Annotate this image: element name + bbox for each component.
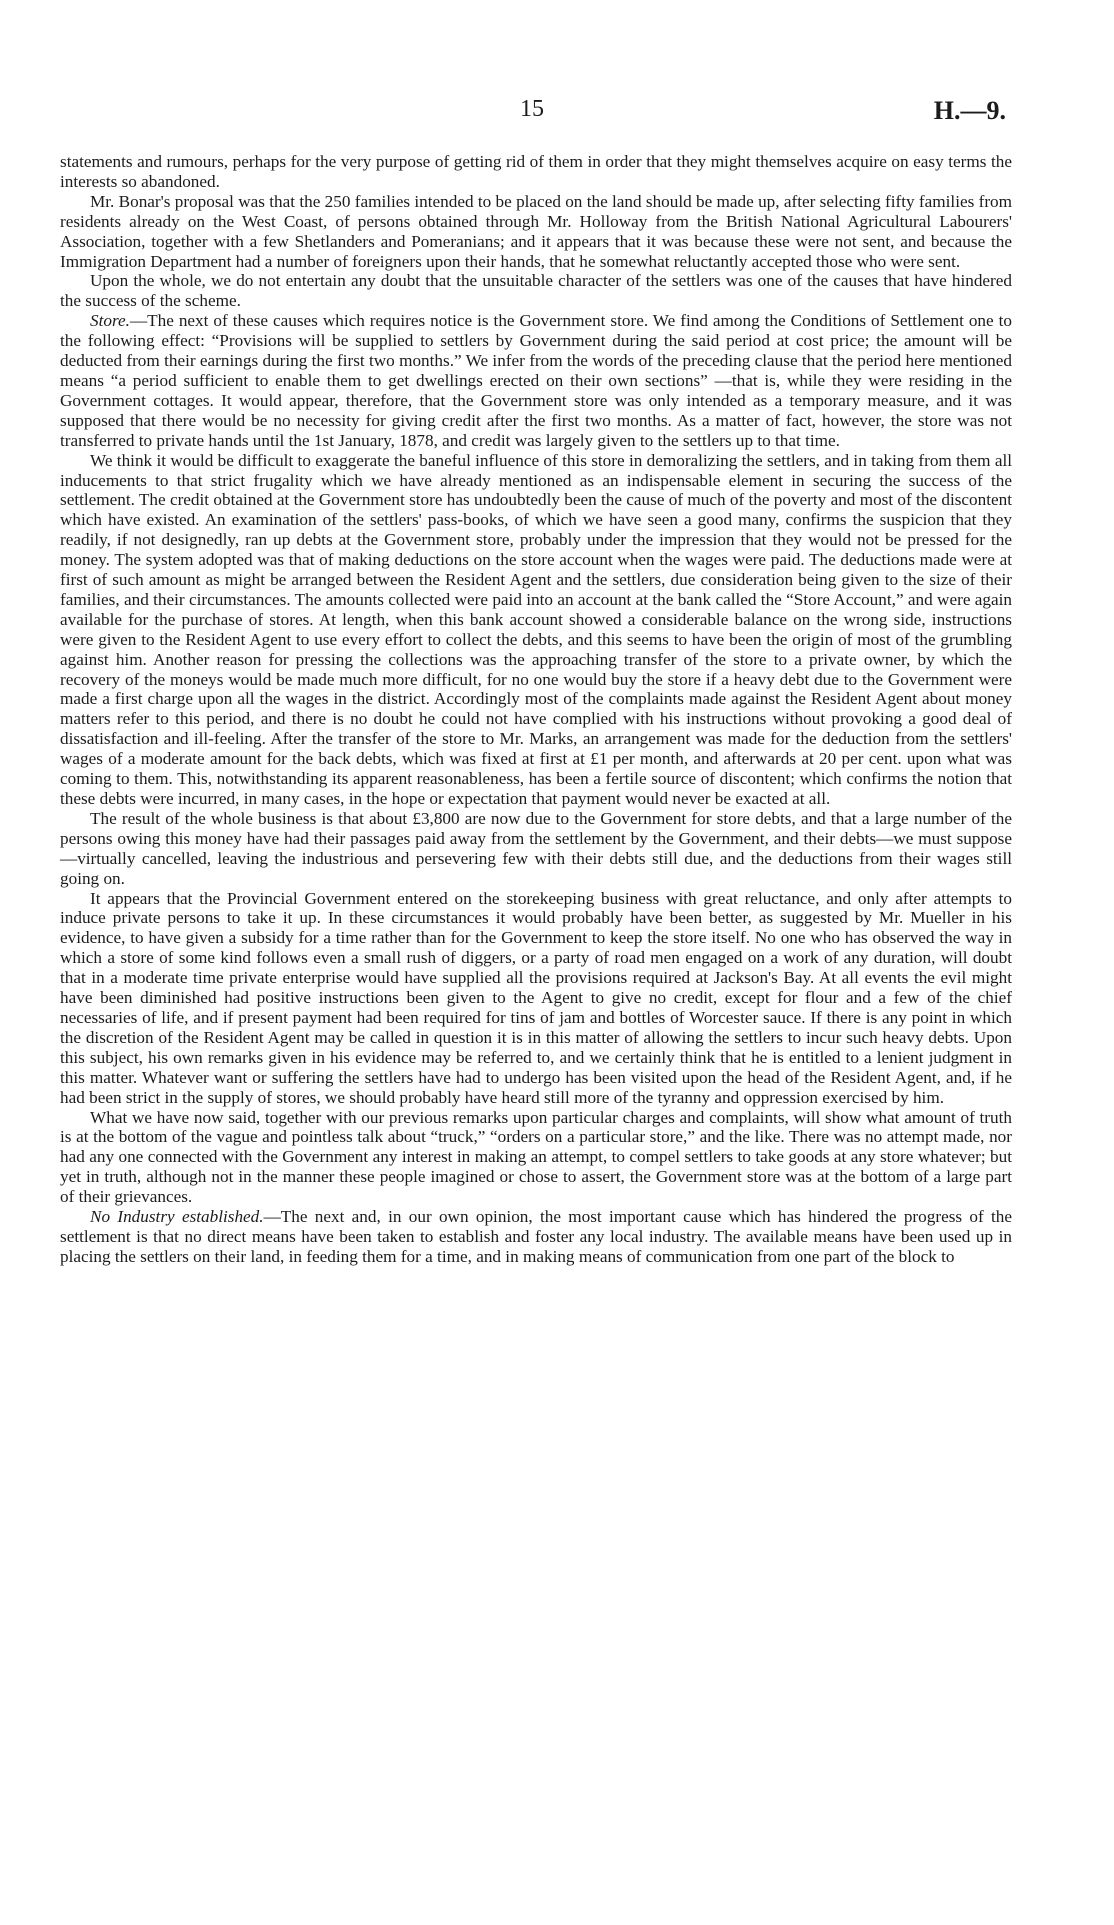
paragraph-text: —The next and, in our own opinion, the most important cause which has hindered the progress of the settlement is that no direct means have been taken to establish and foster any local industry. The available means have been used up in placing the settlers on their land, in feeding them for a time, and in making means of communication from one part of the block to bbox=[60, 1207, 1012, 1266]
section-heading: No Industry established. bbox=[90, 1207, 264, 1227]
paragraph bbox=[60, 889, 1012, 1108]
paragraph-text: —The next of these causes which requires notice is the Government store. We find among the Conditions of Settlement one to the following effect: “Provisions will be supplied to settlers by Government during the said period at cost price; the amount will be deducted from their earnings during the first two months.” We infer from the words of the preceding clause that the period here mentioned means “a period sufficient to enable them to get dwellings erected on their own sections” —that is, while they were residing in the Government cottages. It would appear, therefore, that the Government store was only intended as a temporary measure, and it was supposed that there would be no necessity for giving credit after the first two months. As a matter of fact, however, the store was not transferred to private hands until the 1st January, 1878, and credit was largely given to the settlers up to that time. bbox=[60, 311, 1012, 450]
paragraph-text: We think it would be difficult to exaggerate the baneful influence of this store in demoralizing the settlers, and in taking from them all inducements to that strict frugality which we have already mentioned as an indispensable element in securing the success of the settlement. The credit obtained at the Government store has undoubtedly been the cause of much of the poverty and most of the discontent which have existed. An examination of the settlers' pass-books, of which we have seen a good many, confirms the suspicion that they readily, if not designedly, ran up debts at the Government store, probably under the impression that they would not be pressed for the money. The system adopted was that of making deductions on the store account when the wages were paid. The deductions made were at first of such amount as might be arranged between the Resident Agent and the settlers, due consideration being given to the size of their families, and their circumstances. The amounts collected were paid into an account at the bank called the “Store Account,” and were again available for the purchase of stores. At length, when this bank account showed a considerable balance on the wrong side, instructions were given to the Resident Agent to use every effort to collect the debts, and this seems to have been the origin of most of the grumbling against him. Another reason for pressing the collections was the approaching transfer of the store to a private owner, by which the recovery of the moneys would be made much more difficult, for no one would buy the store if a heavy debt due to the Government were made a first charge upon all the wages in the district. Accordingly most of the complaints made against the Resident Agent about money matters refer to this period, and there is no doubt he could not have complied with his instructions without provoking a good deal of dissatisfaction and ill-feeling. After the transfer of the store to Mr. Marks, an arrangement was made for the deduction from the settlers' wages of a moderate amount for the back debts, which was fixed at first at £1 per month, and afterwards at 20 per cent. upon what was coming to them. This, notwithstanding its apparent reasonableness, has been a fertile source of discontent; which confirms the notion that these debts were incurred, in many cases, in the hope or expectation that payment would never be exacted at all. bbox=[60, 450, 1012, 808]
paragraph-text: statements and rumours, perhaps for the very purpose of getting rid of them in order that they might themselves acquire on easy terms the interests so abandoned. bbox=[60, 152, 1012, 191]
paragraph bbox=[60, 311, 1012, 450]
paragraph-text: It appears that the Provincial Government entered on the storekeeping business with great reluctance, and only after attempts to induce private persons to take it up. In these circumstances it would probably have been better, as suggested by Mr. Mueller in his evidence, to have given a subsidy for a time rather than for the Government to keep the store itself. No one who has observed the way in which a store of some kind follows even a small rush of diggers, or a party of road men engaged on a work of any duration, will doubt that in a moderate time private enterprise would have supplied all the provisions required at Jackson's Bay. At all events the evil might have been diminished had positive instructions been given to the Agent to give no credit, except for flour and a few of the chief necessaries of life, and if present payment had been required for tins of jam and bottles of Worcester sauce. If there is any point in which the discretion of the Resident Agent may be called in question it is in this matter of allowing the settlers to incur such heavy debts. Upon this subject, his own remarks given in his evidence may be referred to, and we certainly think that he is entitled to a lenient judgment in this matter. Whatever want or suffering the settlers have had to undergo has been visited upon the head of the Resident Agent, and, if he had been strict in the supply of stores, we should probably have heard still more of the tyranny and oppression exercised by him. bbox=[60, 888, 1012, 1107]
paragraph bbox=[60, 1108, 1012, 1208]
paragraph bbox=[60, 1207, 1012, 1267]
section-heading: Store. bbox=[90, 311, 130, 331]
paragraph-text: The result of the whole business is that about £3,800 are now due to the Government for store debts, and that a large number of the persons owing this money have had their passages paid away from the settlement by the Government, and their debts—we must suppose—virtually cancelled, leaving the industrious and persevering few with their debts still due, and the deductions from their wages still going on. bbox=[60, 808, 1012, 888]
paragraph-text: Upon the whole, we do not entertain any doubt that the unsuitable character of the settlers was one of the causes that have hindered the success of the scheme. bbox=[60, 271, 1012, 311]
paragraph bbox=[60, 152, 1012, 192]
paragraph bbox=[60, 451, 1012, 809]
page-number: 15 bbox=[520, 96, 544, 122]
paragraph-text: What we have now said, together with our previous remarks upon particular charges and complaints, will show what amount of truth is at the bottom of the vague and pointless talk about “truck,” “orders on a particular store,” and the like. There was no attempt made, nor had any one connected with the Government any interest in making an attempt, to compel settlers to take goods at any store whatever; but yet in truth, although not in the manner these people imagined or chose to assert, the Government store was at the bottom of a large part of their grievances. bbox=[60, 1107, 1012, 1207]
paragraph bbox=[60, 271, 1012, 311]
paragraph bbox=[60, 192, 1012, 272]
document-reference: H.—9. bbox=[933, 96, 1006, 125]
paragraph bbox=[60, 809, 1012, 889]
paragraph-text: Mr. Bonar's proposal was that the 250 families intended to be placed on the land should be made up, after selecting fifty families from residents already on the West Coast, of persons obtained through Mr. Holloway from the British National Agricultural Labourers' Association, together with a few Shetlanders and Pomeranians; and it appears that it was because these were not sent, and because the Immigration Department had a number of foreigners upon their hands, that he somewhat reluctantly accepted those who were sent. bbox=[60, 191, 1012, 271]
body-text bbox=[60, 152, 1012, 1267]
